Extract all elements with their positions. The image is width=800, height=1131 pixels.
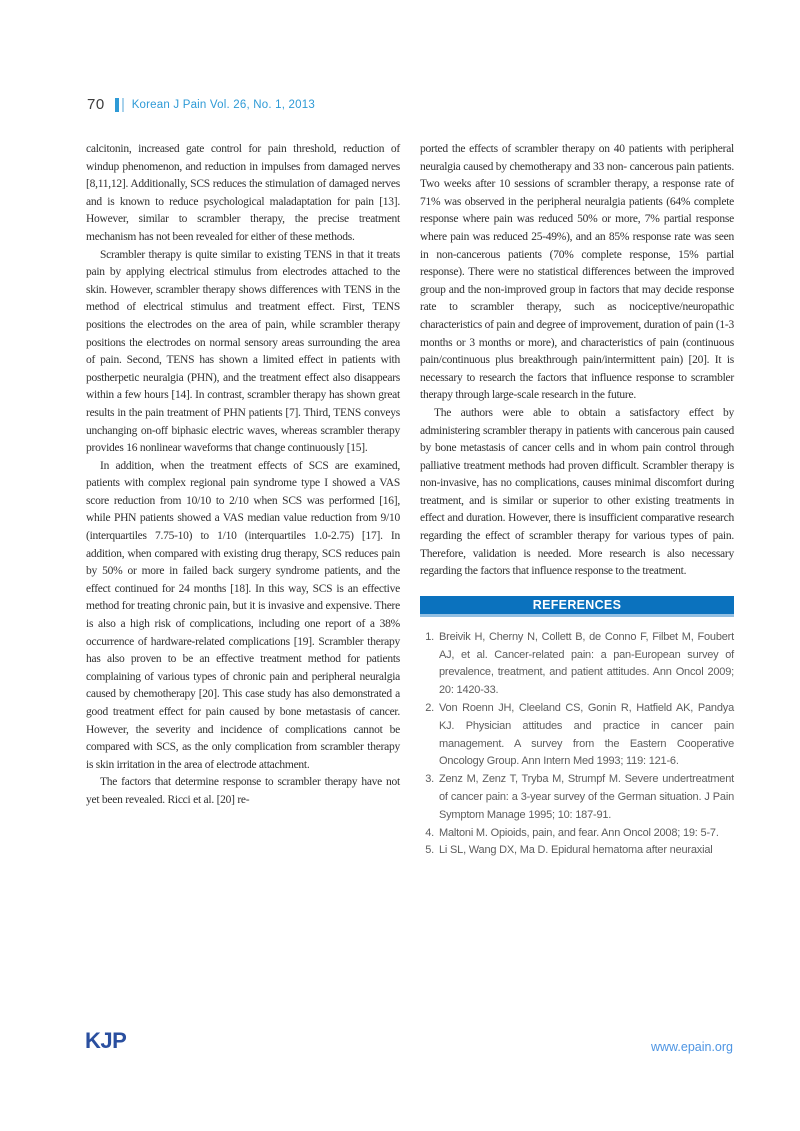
reference-text: Li SL, Wang DX, Ma D. Epidural hematoma after neuraxial [439,844,713,857]
article-body [86,141,734,860]
website-link[interactable]: www.epain.org [651,1040,733,1054]
page-header [87,96,315,113]
references-list [420,629,734,860]
reference-number: 1. [425,630,434,643]
paragraph: calcitonin, increased gate control for pain threshold, reduction of windup phenomenon, and reduction in impulses from damaged nerves [8,11,12]. Additionally, SCS reduces the stimulation of damaged nerves and is known to reduce psychological maladaptation for pain [13]. However, similar to scrambler therapy, the precise treatment mechanism has not been revealed for either of these methods. [86,143,400,243]
paragraph: The factors that determine response to scrambler therapy have not yet been revealed. Ricci et al. [20] re- [86,776,400,806]
paragraph: Scrambler therapy is quite similar to existing TENS in that it treats pain by applying electrical stimulus from electrodes attached to the skin. However, scrambler therapy shows differences with TENS in the method of electrical stimulus and treatment effect. First, TENS positions the electrodes on the area of pain, while scrambler therapy positions the electrodes on normal sensory areas surrounding the area of pain. Second, TENS has shown a limited effect in patients with postherpetic neuralgia (PHN), and the treatment effect also disappears within a few hours [14]. In contrast, scrambler therapy has shown great results in the pain treatment of PHN patients [7]. Third, TENS conveys unchanging on-off biphasic electric waves, whereas scrambler therapy provides 16 nonlinear waveforms that change continuously [15]. [86,248,400,455]
page-number: 70 [87,96,105,113]
paragraph: The authors were able to obtain a satisfactory effect by administering scrambler therapy in patients with cancerous pain caused by bone metastasis of cancer cells and in whom pain control through palliative treatment methods had proven difficult. Scrambler therapy is non-invasive, has no complications, causes minimal discomfort during treatment, and is similar or superior to other existing treatments in effect and duration. However, there is insufficient comparative research regarding the effect of scrambler therapy for various types of pain. Therefore, validation is needed. More research is also necessary regarding the factors that influence response to the treatment. [420,406,734,578]
reference-item [420,825,734,843]
reference-number: 2. [425,702,434,715]
reference-number: 3. [425,773,434,786]
reference-item [420,771,734,824]
right-column [420,141,734,860]
journal-info: Korean J Pain Vol. 26, No. 1, 2013 [131,98,315,111]
left-column [86,141,400,860]
reference-number: 4. [425,826,434,839]
references-heading: REFERENCES [420,596,734,617]
reference-text: Von Roenn JH, Cleeland CS, Gonin R, Hatfield AK, Pandya KJ. Physician attitudes and practice in cancer pain management. A survey from the Eastern Cooperative Oncology Group. Ann Intern Med 1993; 119: 121-6. [439,702,734,768]
reference-text: Breivik H, Cherny N, Collett B, de Conno F, Filbet M, Foubert AJ, et al. Cancer-related pain: a pan-European survey of prevalence, treatment, and patient attitudes. Ann Oncol 2009; 20: 1420-33. [439,630,734,697]
reference-item [420,700,734,771]
reference-text: Zenz M, Zenz T, Tryba M, Strumpf M. Severe undertreatment of cancer pain: a 3-year survey of the German situation. J Pain Symptom Manage 1995; 10: 187-91. [439,773,734,821]
reference-item [420,842,734,860]
reference-number: 5. [425,844,434,857]
reference-item [420,629,734,700]
reference-text: Maltoni M. Opioids, pain, and fear. Ann Oncol 2008; 19: 5-7. [439,826,719,839]
kjp-logo: KJP [85,1028,127,1053]
paragraph: In addition, when the treatment effects of SCS are examined, patients with complex regional pain syndrome type I showed a VAS score reduction from 10/10 to 2/10 when SCS was performed [16], while PHN patients showed a VAS median value reduction from 9/10 (interquartiles 7.75-10) to 1/10 (interquartiles 1.0-2.75) [17]. In addition, when compared with existing drug therapy, SCS reduces pain by 50% or more in failed back surgery syndrome patients, and the effect continued for 24 months [18]. In this way, SCS is an effective method for treating chronic pain, but it is invasive and expensive. There is also a high risk of complications, including one report of a 38% occurrence of hardware-related complications [19]. Scrambler therapy has also proven to be an effective treatment method for patients complaining of various types of chronic pain and peripheral neuralgia caused by chemotherapy [20]. This case study has also demonstrated a good treatment effect for pain caused by bone metastasis of cancer. However, the severity and incidence of complications cannot be compared with SCS, as the only complication from scrambler therapy is skin irritation in the area of electrode attachment. [86,459,400,771]
paragraph: ported the effects of scrambler therapy on 40 patients with peripheral neuralgia caused by chemotherapy and 33 non- cancerous pain patients. Two weeks after 10 sessions of scrambler therapy, a response rate of 71% was observed in the peripheral neuralgia patients (64% complete response where pain was reduced 50% or more, 7% partial response where pain was reduced 25-49%), and an 85% response rate was seen in non-cancerous patients (70% complete response, 15% partial response). There were no statistical differences between the improved group and the non-improved group in factors that may decide response rate to scrambler therapy, such as nociceptive/neuropathic characteristics of pain and degree of improvement, duration of pain (1-3 months or 3 months or more), and characteristics of pain (continuous pain/continuous plus breakthrough pain/intermittent pain) [20]. It is necessary to research the factors that influence response to scrambler therapy through large-scale research in the future. [420,143,734,402]
double-bar-icon [115,98,124,112]
